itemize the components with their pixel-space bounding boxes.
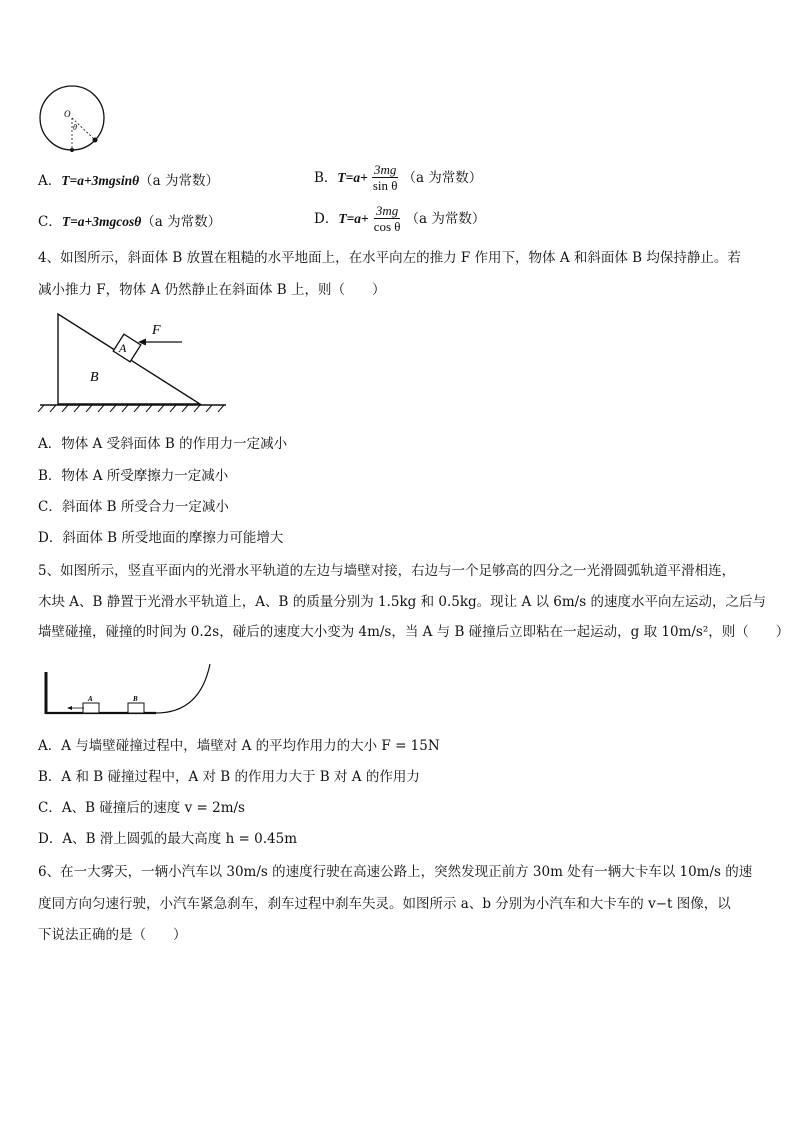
arc-track [156,664,210,713]
denominator: cos θ [373,219,401,234]
q6-stem-line-2: 度同方向匀速行驶，小汽车紧急刹车，刹车过程中刹车失灵。如图所示 a、b 分别为小汽车和大卡车的 v−t 图像，以 [38,896,731,912]
q5-option-b[interactable]: B．A 和 B 碰撞过程中，A 对 B 的作用力大于 B 对 A 的作用力 [38,769,420,785]
q4-option-d[interactable]: D．斜面体 B 所受地面的摩擦力可能增大 [38,530,284,546]
block-b-label: B [133,695,138,703]
option-letter: C． [38,214,62,230]
q5-option-c[interactable]: C．A、B 碰撞后的速度 v = 2m/s [38,800,245,816]
q3-option-d[interactable] [314,203,485,234]
q4-option-a[interactable]: A．物体 A 受斜面体 B 的作用力一定减小 [38,436,288,452]
q5-stem-line-1: 5、如图所示，竖直平面内的光滑水平轨道的左边与墙壁对接，右边与一个足够高的四分之一光滑圆弧轨道平滑相连， [38,563,736,579]
incline-b-label: B [90,370,99,385]
numerator: 3mg [375,203,399,218]
q4-stem-line-2: 减小推力 F，物体 A 仍然静止在斜面体 B 上，则（ ） [38,282,386,298]
ground-hatching [38,405,224,412]
q4-option-b[interactable]: B．物体 A 所受摩擦力一定减小 [38,468,229,484]
q3-circle-diagram [36,84,108,156]
angle-label: θ [73,123,77,132]
q3-option-b[interactable] [314,162,482,193]
q5-option-d[interactable]: D．A、B 滑上圆弧的最大高度 h = 0.45m [38,831,298,847]
denominator: sin θ [372,178,398,193]
block-a-label: A [119,341,127,355]
fraction [371,162,400,193]
option-note: （a 为常数） [139,173,219,189]
bottom-point [70,148,74,152]
q3-option-c[interactable] [38,212,221,232]
numerator: 3mg [373,162,397,177]
option-letter: A． [38,173,62,189]
block-a [83,703,99,713]
option-note: （a 为常数） [141,214,222,230]
q3-option-a[interactable] [38,171,219,191]
q5-stem-line-2: 木块 A、B 静置于光滑水平轨道上，A、B 的质量分别为 1.5kg 和 0.5kg。现让 A 以 6m/s 的速度水平向左运动，之后与 [38,594,766,610]
formula: T=a+3mgcosθ [61,214,142,229]
q4-incline-diagram [36,312,230,412]
q6-stem-line-1: 6、在一大雾天，一辆小汽车以 30m/s 的速度行驶在高速公路上，突然发现正前方 30m 处有一辆大卡车以 10m/s 的速 [38,864,753,880]
formula-prefix: T=a+ [338,210,369,226]
block-a [113,334,141,362]
formula-prefix: T=a+ [337,169,368,185]
q4-stem-line-1: 4、如图所示，斜面体 B 放置在粗糙的水平地面上，在水平向左的推力 F 作用下，物体 A 和斜面体 B 均保持静止。若 [38,250,741,266]
option-note: （a 为常数） [402,169,483,186]
center-label: O [64,109,71,119]
option-letter: B． [314,169,338,186]
block-b [128,703,144,713]
option-note: （a 为常数） [405,210,486,227]
option-letter: D． [314,210,339,227]
formula: T=a+3mgsinθ [61,173,140,188]
velocity-arrow-head [67,706,72,710]
ball-position [93,138,98,143]
q5-track-diagram [40,662,218,718]
force-label: F [152,323,161,338]
block-a-label: A [88,695,93,703]
q6-stem-line-3: 下说法正确的是（ ） [38,927,187,943]
q4-option-c[interactable]: C．斜面体 B 所受合力一定减小 [38,499,229,515]
fraction [372,203,403,234]
q5-option-a[interactable]: A．A 与墙壁碰撞过程中，墙壁对 A 的平均作用力的大小 F = 15N [38,738,440,754]
q5-stem-line-3: 墙壁碰撞，碰撞的时间为 0.2s，碰后的速度大小变为 4m/s，当 A 与 B 碰撞后立即粘在一起运动，g 取 10m/s²，则（ ） [38,624,790,640]
